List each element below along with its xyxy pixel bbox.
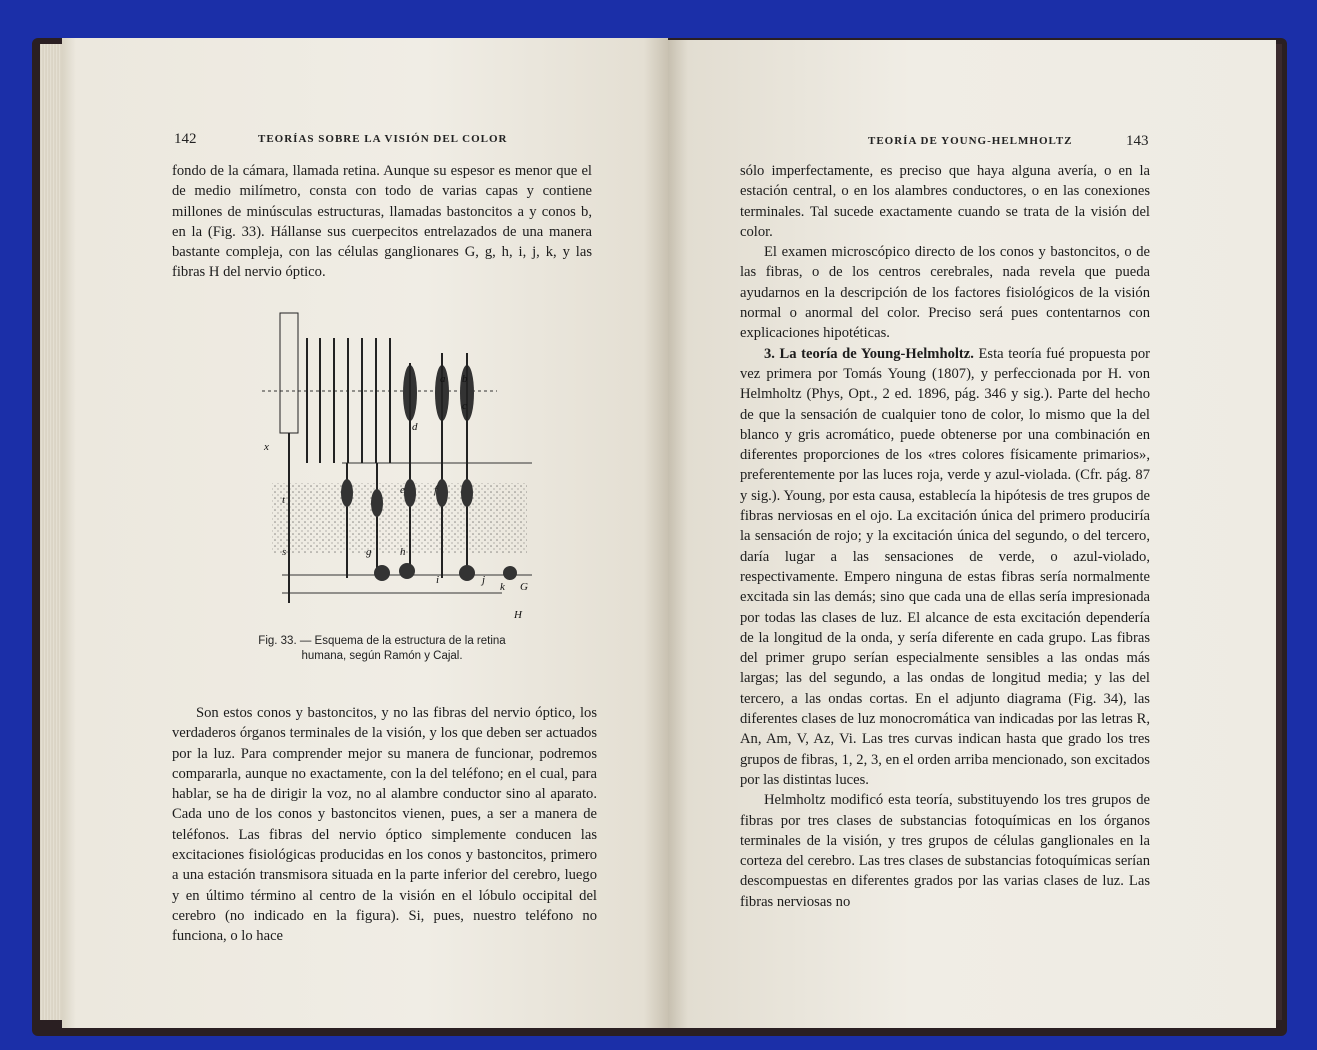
- section-paragraph: [740, 344, 1150, 791]
- figure-label: f: [434, 484, 438, 496]
- figure-label: d: [412, 421, 418, 433]
- section-heading: 3. La teoría de Young-Helmholtz.: [764, 345, 974, 362]
- running-head: TEORÍA DE YOUNG-HELMHOLTZ: [868, 135, 1073, 147]
- caption-line-2: humana, según Ramón y Cajal.: [301, 650, 463, 662]
- right-text-block: [740, 161, 1150, 912]
- page-number: 143: [1126, 133, 1149, 149]
- figure-label: g: [366, 546, 372, 558]
- figure-label: j: [482, 574, 486, 586]
- paragraph-1: [172, 161, 592, 283]
- figure-label: x: [264, 441, 269, 453]
- paragraph-2: [172, 703, 597, 947]
- figure-label: h: [400, 546, 406, 558]
- caption-line-1: Fig. 33. — Esquema de la estructura de la retina: [258, 635, 506, 647]
- paragraph-text: fondo de la cámara, llamada retina. Aunque su espesor es menor que el de medio milímetro, consta con todo de varias capas y contiene millones de minúsculas estructuras, llamadas bastoncitos a y conos b, en la (Fig. 33). Hállanse sus cuerpecitos entrelazados de una manera bastante compleja, con las células ganglionares G, g, h, i, j, k, y las fibras H del nervio óptico.: [172, 163, 592, 281]
- figure-label: i: [436, 574, 440, 586]
- figure-caption: [232, 634, 532, 664]
- page-edges: [40, 44, 64, 1020]
- figure-label: e: [400, 484, 405, 496]
- figure-label: b: [462, 373, 468, 385]
- paragraph-text: sólo imperfectamente, es preciso que haya alguna avería, o en la estación central, o en los alambres conductores, o en las conexiones terminales. Tal sucede exactamente cuando se trata de la visión del color.: [740, 163, 1150, 240]
- figure-label: k: [500, 581, 505, 593]
- figure-label: t: [282, 494, 286, 506]
- figure-label: a: [440, 373, 446, 385]
- figure-label: s: [282, 546, 287, 558]
- paragraph-text: Esta teoría fué propuesta por vez primera por Tomás Young (1807), y perfeccionada por H. von Helmholtz (Phys, Opt., 2 ed. 1896, pág. 346 y sig.). Parte del hecho de que la sensación de cualquier tono de color, lo mismo que la del blanco y gris acromático, puede obtenerse por una combinación en diferentes proporciones de los «tres colores físicamente primarios», preferentemente por las luces roja, verde y azul-violada. (Cfr. pág. 87 y sig.). Young, por esta causa, establecía la hipótesis de tres grupos de fibras nerviosas en el ojo. La excitación única del primero produciría la sensación de rojo; y la excitación única del segundo, o del tercero, daría lugar a las sensaciones de verde, o azul-violado, respectivamente. Empero ninguna de estas fibras sería normalmente excitada sin las demás; sino que cada una de ellas sería impresionada por todas las clases de luz. El alcance de esta excitación dependería de la longitud de la onda, y sería diferente en cada grupo. Las fibras del primer grupo serían especialmente sensibles a las ondas más largas; las del segundo, a las ondas de longitud media; y las del tercero, a las ondas cortas. En el adjunto diagrama (Fig. 34), las diferentes clases de luz monocromática van indicadas por las letras R, An, Am, V, Az, Vi. Las tres curvas indican hasta que grado los tres grupos de fibras, 1, 2, 3, en el orden arriba mencionado, son excitados por las distintas luces.: [740, 345, 1151, 788]
- figure-label: c: [462, 400, 467, 412]
- paragraph-text: El examen microscópico directo de los conos y bastoncitos, o de las fibras, o de los centros cerebrales, nada revela que pueda ayudarnos en la descripción de los factores fisiológicos de la visión normal o anormal del color. Preciso será pues contentarnos con explicaciones hipotéticas.: [740, 244, 1150, 342]
- retina-figure: [262, 293, 542, 623]
- running-head: TEORÍAS SOBRE LA VISIÓN DEL COLOR: [258, 133, 508, 145]
- page-number: 142: [174, 131, 197, 147]
- figure-label: H: [514, 609, 522, 621]
- left-page: [62, 38, 668, 1028]
- paragraph-text: Helmholtz modificó esta teoría, substituyendo los tres grupos de fibras por tres clases de substancias fotoquímicas en los órganos terminales de la visión, y tres grupos de células ganglionales en la corteza del cerebro. Las tres clases de substancias fotoquímicas serían descompuestas en diferentes grados por las varias clases de luz. Las fibras nerviosas no: [740, 792, 1150, 910]
- figure-label: G: [520, 581, 528, 593]
- right-page: [668, 40, 1276, 1028]
- paragraph-text: Son estos conos y bastoncitos, y no las fibras del nervio óptico, los verdaderos órganos terminales de la visión, y los que deben ser actuados por la luz. Para comprender mejor su manera de funcionar, podremos compararla, aunque no exactamente, con la del teléfono; en el cual, para hablar, se ha de dirigir la voz, no al alambre conductor sino al aparato. Cada uno de los conos y bastoncitos vienen, pues, a ser a manera de teléfonos. Las fibras del nervio óptico simplemente conducen las excitaciones fisiológicas producidas en los conos y bastoncitos, primero a una estación transmisora situada en la parte inferior del cerebro, luego y en último término al centro de la visión en el lóbulo occipital del cerebro (no indicado en la figura). Si, pues, nuestro teléfono no funciona, o lo hace: [172, 705, 597, 945]
